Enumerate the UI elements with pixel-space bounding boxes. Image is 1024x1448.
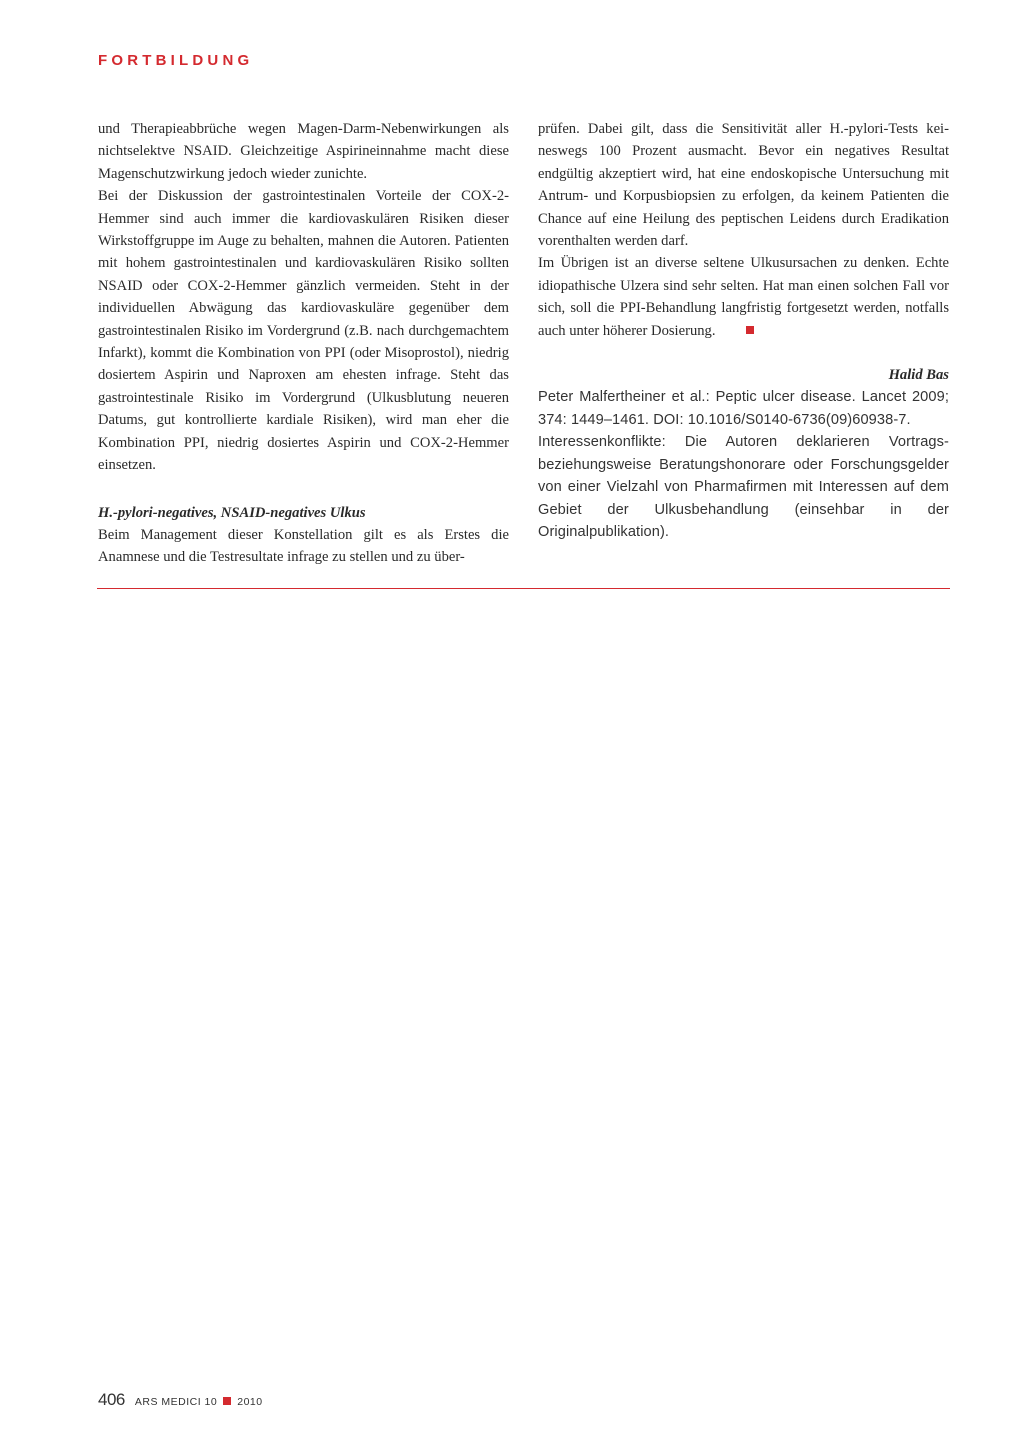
journal-name: ARS MEDICI 10 [134,1396,218,1408]
paragraph: Bei der Diskussion der gastrointestinalen Vorteile der COX-2-Hemmer sind auch immer die kardiovaskulären Risiken dieser Wirkstoffgruppe im Auge zu behalten, mahnen die Autoren. Patienten mit hohem gastrointestinalen und kardiovaskulären Risiko sollten NSAID oder COX-2-Hemmer gänzlich vermeiden. Steht in der individuellen Abwägung das kardiovaskuläre gegenüber dem gastrointestinalen Risiko im Vordergrund (z.B. nach durchgemachtem Infarkt), kommt die Kombination von PPI (oder Misoprostol), niedrig dosiertem Aspirin und Naproxen am ehesten infrage. Steht das gastrointestinale Risiko im Vordergrund (Ulkusblutung neueren Datums, gut kontrollierte kardiale Risiken), wird man eher die Kombination PPI, niedrig dosiertes Aspirin und COX-2-Hemmer einsetzen. [98,188,509,474]
left-column [98,118,509,569]
conflict-of-interest: Interessenkonflikte: Die Autoren deklarieren Vortrags- beziehungsweise Beratungshonorare oder Forschungsgelder von einer Vielzahl von Pharmafirmen mit Interessen auf dem Gebiet der Ulkusbehandlung (einsehbar in der Originalpublikation). [538,434,949,540]
paragraph: prüfen. Dabei gilt, dass die Sensitivität aller H.-pylori-Tests keineswegs 100 Prozent ausmacht. Bevor ein negatives Resultat endgültig akzeptiert wird, hat eine endoskopische Untersuchung mit Antrum- und Korpusbiopsien zu erfolgen, da keinem Patienten die Chance auf eine Heilung des peptischen Leidens durch Eradikation vorenthalten werden darf. [538,121,949,250]
page-number: 406 [98,1390,125,1409]
subheading: H.-pylori-negatives, NSAID-negatives Ulkus [98,504,366,521]
right-column [538,118,949,543]
end-of-article-icon [746,326,754,334]
reference: Peter Malfertheiner et al.: Peptic ulcer disease. Lancet 2009; 374: 1449–1461. DOI: 10.1016/S0140-6736(09)60938-7. [538,389,949,428]
author-name: Halid Bas [888,367,949,384]
page-footer [98,1390,263,1410]
paragraph: und Therapieabbrüche wegen Magen-Darm-Nebenwirkungen als nichtselektve NSAID. Gleichzeitige Aspirineinnahme macht diese Magenschutzwirkung jedoch wieder zunichte. [98,121,509,182]
paragraph [538,252,949,342]
section-label: FORTBILDUNG [98,52,254,69]
paragraph-text: Im Übrigen ist an diverse seltene Ulkusursachen zu denken. Echte idiopathische Ulzera sind sehr selten. Hat man einen solchen Fall vor sich, soll die PPI-Behandlung langfristig fortgesetzt werden, notfalls auch unter höherer Dosierung. [538,255,949,339]
divider-line [97,588,950,589]
issue-year: 2010 [237,1396,263,1408]
paragraph: Beim Management dieser Konstellation gilt es als Erstes die Anamnese und die Testresultate infrage zu stellen und zu über- [98,526,509,566]
separator-square-icon [223,1397,231,1405]
